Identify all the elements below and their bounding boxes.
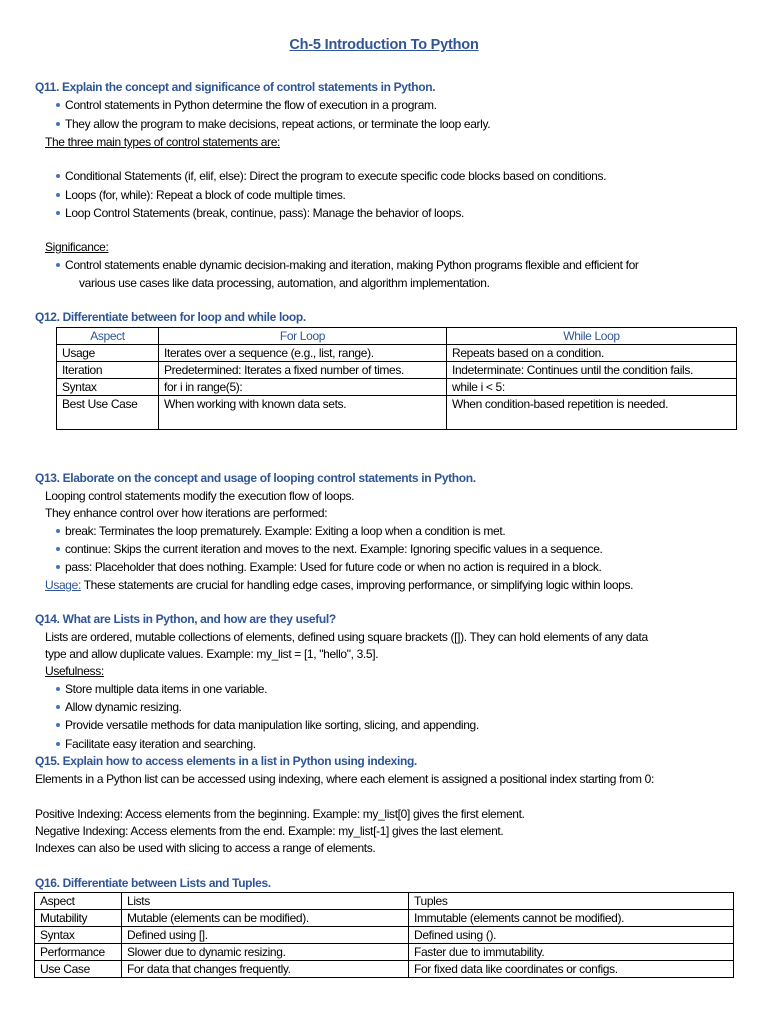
q14-bullet: Provide versatile methods for data manipulation like sorting, slicing, and appending. (56, 719, 479, 731)
q11-heading: Q11. Explain the concept and significance of control statements in Python. (35, 80, 436, 94)
table-header: Tuples (409, 893, 734, 910)
table-cell: Performance (35, 944, 122, 961)
table-header: Aspect (57, 328, 159, 345)
q13-heading: Q13. Elaborate on the concept and usage of looping control statements in Python. (35, 471, 476, 485)
q15-text: Indexes can also be used with slicing to access a range of elements. (35, 841, 376, 855)
table-row (57, 396, 737, 430)
bullet-icon (56, 103, 60, 107)
q13-usage: Usage: These statements are crucial for handling edge cases, improving performance, or simplifying logic within loops. (45, 578, 634, 592)
q11-significance-text-cont: various use cases like data processing, automation, and algorithm implementation. (79, 276, 490, 290)
q14-text: Lists are ordered, mutable collections of elements, defined using square brackets ([]). They can hold elements of any data (45, 630, 648, 644)
table-cell: Repeats based on a condition. (447, 345, 737, 362)
table-header: For Loop (159, 328, 447, 345)
table-header: Lists (122, 893, 409, 910)
q11-bullet: Control statements in Python determine the flow of execution in a program. (56, 99, 437, 111)
q11-types-heading: The three main types of control statements are: (45, 135, 281, 149)
bullet-icon (56, 723, 60, 727)
table-cell: Mutable (elements can be modified). (122, 910, 409, 927)
q13-bullet: break: Terminates the loop prematurely. Example: Exiting a loop when a condition is met. (56, 525, 505, 537)
page-title: Ch-5 Introduction To Python (289, 37, 479, 53)
q11-type-item: Conditional Statements (if, elif, else): Direct the program to execute specific code blocks based on conditions. (56, 170, 606, 182)
table-row (35, 961, 734, 978)
q11-significance-heading: Significance: (45, 240, 109, 254)
table-cell: When condition-based repetition is needed. (447, 396, 737, 430)
table-row (57, 345, 737, 362)
q14-text: type and allow duplicate values. Example: my_list = [1, "hello", 3.5]. (45, 647, 379, 661)
table-cell: Iteration (57, 362, 159, 379)
table-header: While Loop (447, 328, 737, 345)
table-cell: For fixed data like coordinates or configs. (409, 961, 734, 978)
q14-bullet: Facilitate easy iteration and searching. (56, 738, 256, 750)
bullet-icon (56, 122, 60, 126)
table-row (35, 910, 734, 927)
table-row (57, 379, 737, 396)
q13-bullet: continue: Skips the current iteration and moves to the next. Example: Ignoring specific values in a sequence. (56, 543, 603, 555)
table-row (35, 944, 734, 961)
bullet-icon (56, 705, 60, 709)
q14-bullet: Allow dynamic resizing. (56, 701, 182, 713)
bullet-icon (56, 565, 60, 569)
table-header-row (57, 328, 737, 345)
table-cell: for i in range(5): (159, 379, 447, 396)
table-row (35, 927, 734, 944)
q14-usefulness-heading: Usefulness: (45, 664, 104, 678)
table-cell: Defined using (). (409, 927, 734, 944)
table-cell: Usage (57, 345, 159, 362)
table-cell: Syntax (57, 379, 159, 396)
q14-heading: Q14. What are Lists in Python, and how are they useful? (35, 612, 336, 626)
table-cell: while i < 5: (447, 379, 737, 396)
q14-bullet: Store multiple data items in one variable. (56, 683, 267, 695)
table-header-row (35, 893, 734, 910)
table-cell: Iterates over a sequence (e.g., list, range). (159, 345, 447, 362)
list-tuple-table (34, 892, 734, 978)
q15-text: Positive Indexing: Access elements from the beginning. Example: my_list[0] gives the first element. (35, 807, 525, 821)
q13-text: They enhance control over how iterations are performed: (45, 506, 328, 520)
bullet-icon (56, 529, 60, 533)
bullet-icon (56, 742, 60, 746)
bullet-icon (56, 687, 60, 691)
bullet-icon (56, 193, 60, 197)
bullet-icon (56, 547, 60, 551)
bullet-icon (56, 174, 60, 178)
q16-heading: Q16. Differentiate between Lists and Tuples. (35, 876, 271, 890)
for-while-table (56, 327, 737, 430)
bullet-icon (56, 211, 60, 215)
table-cell: For data that changes frequently. (122, 961, 409, 978)
table-cell: When working with known data sets. (159, 396, 447, 430)
q12-heading: Q12. Differentiate between for loop and while loop. (35, 310, 306, 324)
table-cell: Best Use Case (57, 396, 159, 430)
table-cell: Predetermined: Iterates a fixed number of times. (159, 362, 447, 379)
table-cell: Faster due to immutability. (409, 944, 734, 961)
q11-bullet: They allow the program to make decisions, repeat actions, or terminate the loop early. (56, 118, 490, 130)
q11-type-item: Loop Control Statements (break, continue, pass): Manage the behavior of loops. (56, 207, 464, 219)
table-cell: Indeterminate: Continues until the condition fails. (447, 362, 737, 379)
bullet-icon (56, 263, 60, 267)
table-cell: Use Case (35, 961, 122, 978)
q11-type-item: Loops (for, while): Repeat a block of code multiple times. (56, 189, 346, 201)
q15-text: Elements in a Python list can be accessed using indexing, where each element is assigned a positional index starting from 0: (35, 772, 654, 786)
table-cell: Immutable (elements cannot be modified). (409, 910, 734, 927)
table-cell: Slower due to dynamic resizing. (122, 944, 409, 961)
q15-heading: Q15. Explain how to access elements in a list in Python using indexing. (35, 754, 417, 768)
q13-text: Looping control statements modify the execution flow of loops. (45, 489, 355, 503)
table-header: Aspect (35, 893, 122, 910)
q15-text: Negative Indexing: Access elements from the end. Example: my_list[-1] gives the last element. (35, 824, 504, 838)
table-cell: Defined using []. (122, 927, 409, 944)
table-row (57, 362, 737, 379)
q11-significance-text: Control statements enable dynamic decision-making and iteration, making Python programs flexible and efficient for (56, 259, 639, 271)
table-cell: Mutability (35, 910, 122, 927)
table-cell: Syntax (35, 927, 122, 944)
q13-bullet: pass: Placeholder that does nothing. Example: Used for future code or when no action is required in a block. (56, 561, 602, 573)
